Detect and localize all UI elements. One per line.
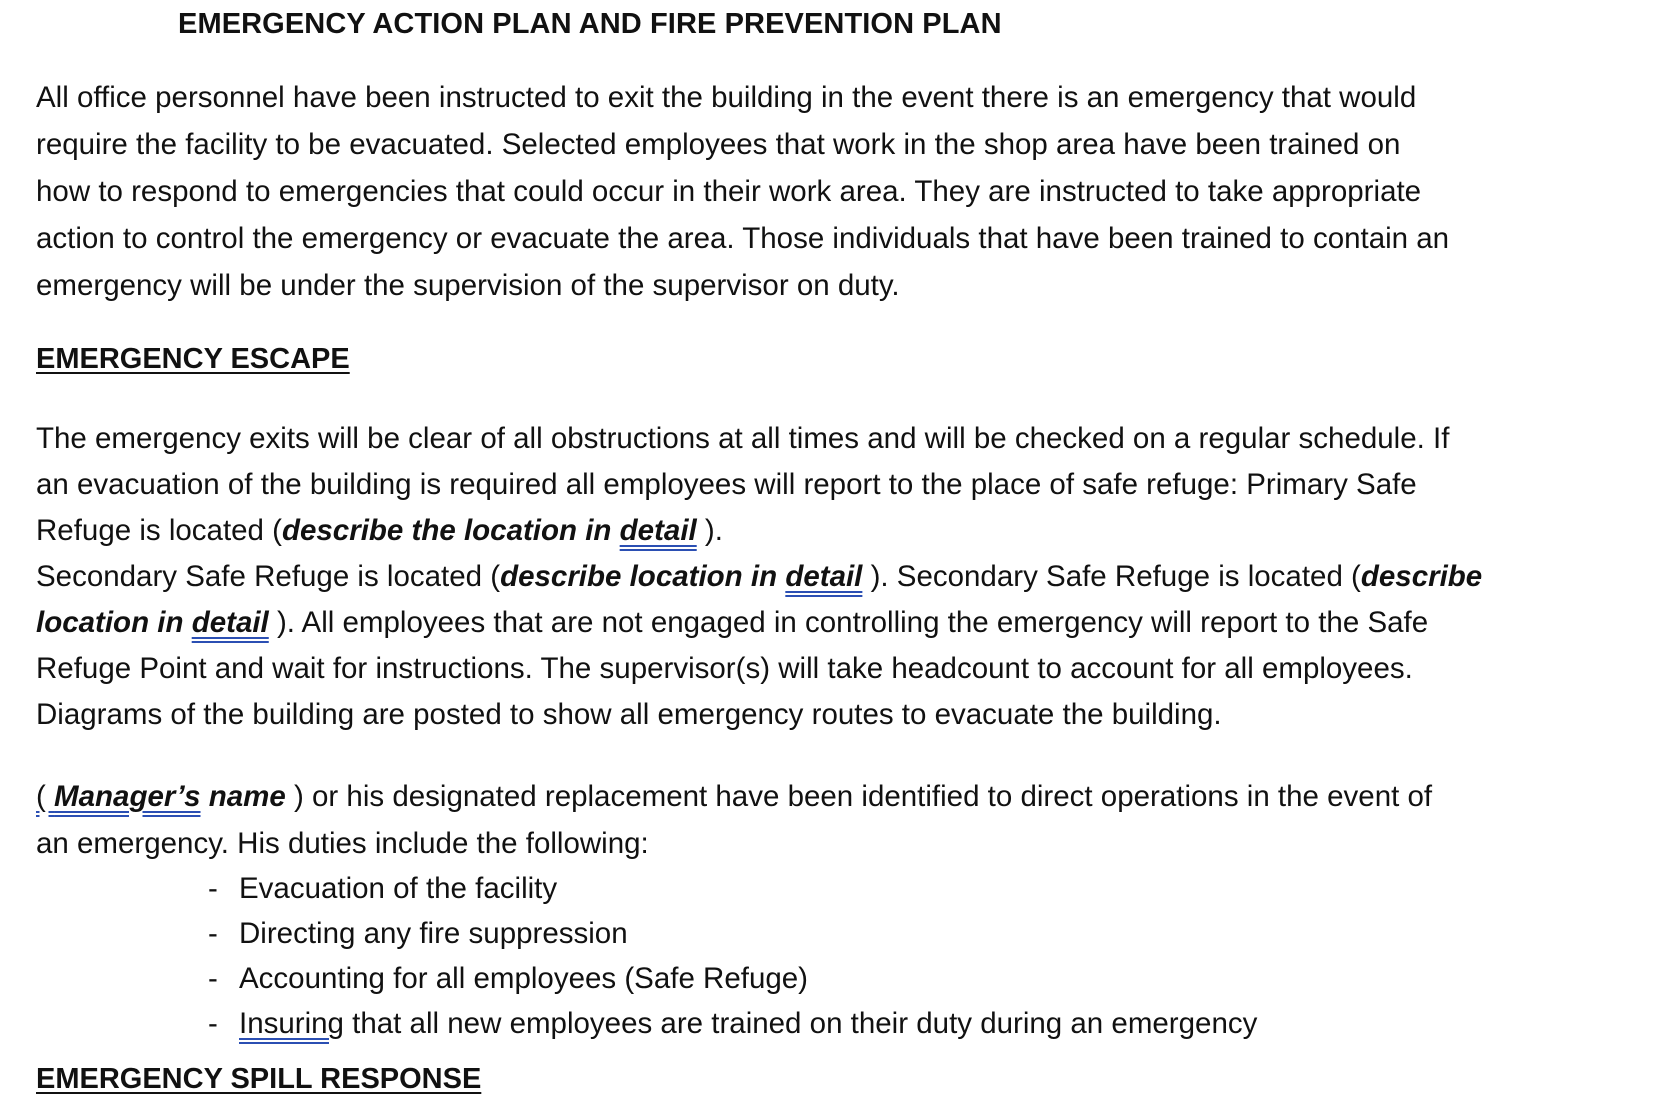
list-dash: - xyxy=(208,917,218,950)
text-run: Refuge is located ( xyxy=(36,514,282,547)
intro-line: All office personnel have been instructed to exit the building in the event there is an emergency that would xyxy=(36,81,1417,114)
manager-line: an emergency. His duties include the following: xyxy=(36,827,649,860)
intro-paragraph xyxy=(36,74,1636,309)
text-run: ). xyxy=(696,514,723,547)
escape-line: The emergency exits will be clear of all obstructions at all times and will be checked on a regular schedule. If xyxy=(36,422,1450,455)
escape-line xyxy=(36,508,1636,554)
placeholder-text xyxy=(282,514,697,547)
escape-line xyxy=(36,554,1636,600)
spelling-underlined-word: Manager’s xyxy=(54,780,201,813)
text-run: name xyxy=(200,780,286,813)
intro-line: action to control the emergency or evacuate the area. Those individuals that have been trained to contain an xyxy=(36,222,1450,255)
list-item-text: that all new employees are trained on their duty during an emergency xyxy=(343,1007,1258,1040)
text-run: ) or his designated replacement have been identified to direct operations in the event of xyxy=(285,780,1433,813)
spelling-underlined-word: detail xyxy=(619,514,697,547)
text-run: ). xyxy=(862,560,889,593)
intro-line: require the facility to be evacuated. Selected employees that work in the shop area have been trained on xyxy=(36,128,1401,161)
placeholder-text: describe xyxy=(1360,560,1483,593)
manager-paragraph xyxy=(36,773,1636,867)
text-run: Secondary Safe Refuge is located ( xyxy=(36,560,501,593)
manager-line xyxy=(36,773,1636,820)
placeholder-text xyxy=(36,606,269,639)
emergency-escape-heading: EMERGENCY ESCAPE xyxy=(36,343,350,375)
text-run: describe the location in xyxy=(281,514,620,547)
list-item xyxy=(208,866,1257,911)
intro-line: how to respond to emergencies that could occur in their work area. They are instructed to take appropriate xyxy=(36,175,1422,208)
document-title: EMERGENCY ACTION PLAN AND FIRE PREVENTION PLAN xyxy=(178,8,1002,40)
text-run: ( xyxy=(36,780,55,813)
list-dash: - xyxy=(208,872,218,905)
list-item-text: Evacuation of the facility xyxy=(239,872,558,905)
intro-line: emergency will be under the supervision of the supervisor on duty. xyxy=(36,269,900,302)
list-item xyxy=(208,911,1257,956)
list-dash: - xyxy=(208,1007,218,1040)
text-run: Secondary Safe Refuge is located ( xyxy=(888,560,1361,593)
escape-line: Refuge Point and wait for instructions. The supervisor(s) will take headcount to account for all employees. xyxy=(36,652,1413,685)
spelling-underlined-word: Insuring xyxy=(239,1007,344,1040)
list-item-text: Accounting for all employees (Safe Refuge) xyxy=(239,962,808,995)
list-item xyxy=(208,956,1257,1001)
placeholder-text xyxy=(54,780,286,813)
text-run: describe location in xyxy=(500,560,786,593)
spelling-underlined-word: detail xyxy=(191,606,269,639)
escape-line: Diagrams of the building are posted to show all emergency routes to evacuate the building. xyxy=(36,698,1222,731)
placeholder-text xyxy=(500,560,862,593)
emergency-spill-response-heading: EMERGENCY SPILL RESPONSE xyxy=(36,1063,482,1095)
escape-paragraph xyxy=(36,416,1636,738)
spelling-underlined-word: detail xyxy=(785,560,863,593)
duties-list xyxy=(208,866,1257,1046)
escape-line xyxy=(36,600,1636,646)
text-run: location in xyxy=(36,606,192,639)
escape-line: an evacuation of the building is required all employees will report to the place of safe refuge: Primary Safe xyxy=(36,468,1417,501)
list-dash: - xyxy=(208,962,218,995)
text-run: ). All employees that are not engaged in controlling the emergency will report to the Safe xyxy=(268,606,1429,639)
list-item-text: Directing any fire suppression xyxy=(239,917,628,950)
list-item xyxy=(208,1001,1257,1046)
